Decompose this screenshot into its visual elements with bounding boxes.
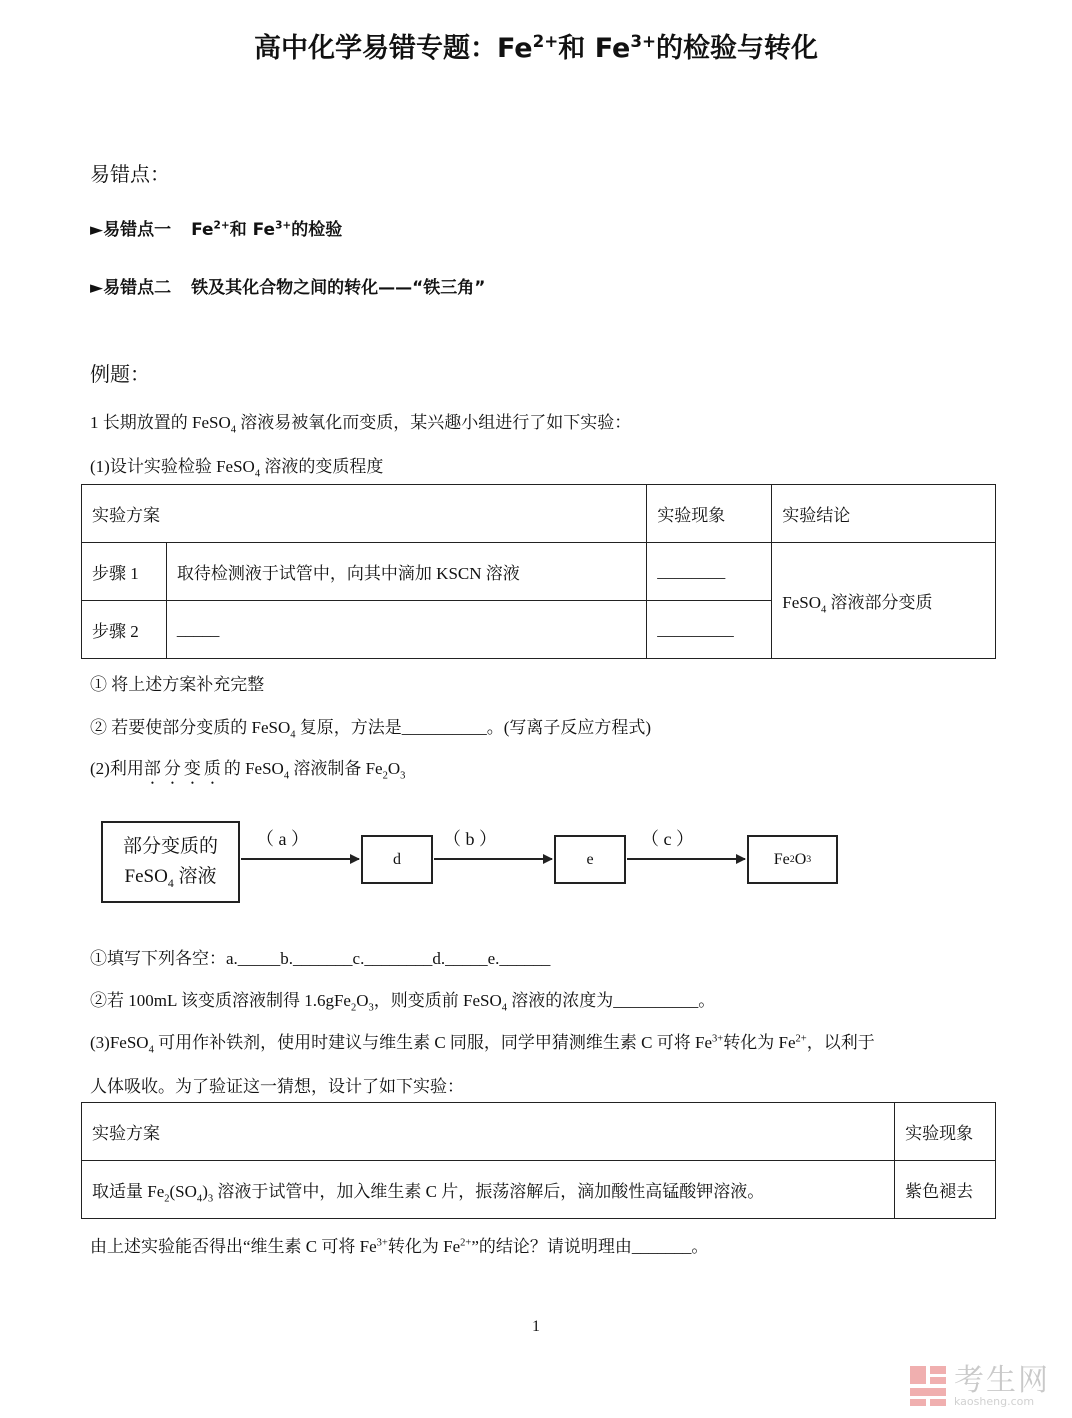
text: 溶液部分变质 (826, 593, 933, 612)
subscript: 2 (382, 770, 388, 782)
text: O (387, 759, 401, 778)
header-conclusion: 实验结论 (772, 485, 996, 543)
subscript: 4 (230, 424, 236, 436)
superscript: 2+ (460, 1237, 472, 1249)
flow-box-d: d (361, 835, 433, 884)
flow-label-b: （ b ） (443, 829, 497, 849)
final-question (90, 1232, 708, 1257)
subscript: 3 (368, 1002, 374, 1014)
title-suffix: 的检验与转化 (656, 33, 819, 64)
watermark-text: 考生网 (954, 1363, 1050, 1398)
text: ② 若要使部分变质的 FeSO (90, 718, 291, 737)
title-sup: 2+ (532, 31, 559, 51)
answer-blank[interactable]: _____ (166, 601, 646, 659)
header-method: 实验方案 (82, 485, 647, 543)
title-sup: 3+ (630, 31, 657, 51)
section-heading-examples: 例题： (90, 362, 150, 386)
title-prefix: 高中化学易错专题：Fe (253, 33, 533, 64)
text: 可用作补铁剂，使用时建议与维生素 C 同服，同学甲猜测维生素 C 可将 Fe (153, 1033, 713, 1052)
subscript: 2 (350, 1002, 357, 1014)
subscript: 4 (196, 1193, 203, 1205)
phenomenon-cell: 紫色褪去 (895, 1161, 996, 1219)
flow-box-e: e (554, 835, 626, 884)
step-label: 步骤 2 (82, 601, 167, 659)
subscript: 3 (207, 1193, 214, 1205)
text: ) (202, 1182, 208, 1201)
step-label: 步骤 1 (82, 543, 167, 601)
text: 溶液易被氧化而变质，某兴趣小组进行了如下实验： (236, 413, 632, 432)
table-header-row (82, 1103, 996, 1161)
text: 由上述实验能否得出“维生素 C 可将 Fe (90, 1237, 377, 1256)
point-marker: ►易错点二 (90, 278, 172, 298)
text: (1)设计实验检验 FeSO (90, 457, 255, 476)
text: (3)FeSO (90, 1033, 149, 1052)
title-mid: 和 Fe (558, 33, 631, 64)
question-1-part-3-line2: 人体吸收。为了验证这一猜想，设计了如下实验： (90, 1077, 464, 1096)
watermark-url: kaosheng.com (954, 1395, 1035, 1408)
subscript: 4 (820, 604, 827, 616)
text: ”的结论？请说明理由_______。 (471, 1237, 709, 1256)
subscript: 4 (501, 1002, 508, 1014)
flow-label-a: （ a ） (256, 829, 309, 849)
superscript: 2+ (795, 1033, 807, 1045)
point-text: 和 Fe (229, 220, 276, 240)
text: FeSO (782, 593, 821, 612)
header-phenomenon: 实验现象 (895, 1103, 996, 1161)
subscript: 4 (148, 1044, 154, 1056)
text: 1 长期放置的 FeSO (90, 413, 231, 432)
header-phenomenon: 实验现象 (647, 485, 772, 543)
text: ，则变质前 FeSO (373, 991, 502, 1010)
subscript: 2 (164, 1193, 170, 1205)
concentration-question (90, 986, 716, 1014)
sub-question-1: ① 将上述方案补充完整 (90, 675, 265, 694)
flow-start-line: 部分变质的 (122, 836, 218, 857)
text: Fe (773, 850, 790, 868)
subscript: 4 (167, 876, 174, 890)
point-text: 的检验 (291, 220, 343, 240)
method-cell (82, 1161, 895, 1219)
point-marker: ►易错点一 (90, 220, 172, 240)
flow-label-c: （ c ） (641, 829, 694, 849)
watermark (908, 1355, 1050, 1408)
text: 取适量 Fe (92, 1182, 165, 1201)
text: 复原，方法是__________。(写离子反应方程式) (295, 718, 652, 737)
point-text: Fe (191, 220, 214, 240)
point-text: 铁及其化合物之间的转化——“铁三角” (191, 278, 486, 298)
text: ②若 100mL 该变质溶液制得 1.6gFe (90, 991, 351, 1010)
question-1-part-3 (90, 1028, 875, 1056)
text: ，以利于 (806, 1033, 875, 1052)
step-method: 取待检测液于试管中，向其中滴加 KSCN 溶液 (166, 543, 646, 601)
text: 转化为 Fe (723, 1033, 796, 1052)
text: FeSO (124, 866, 168, 887)
text: 溶液的变质程度 (260, 457, 384, 476)
subscript: 4 (290, 729, 296, 741)
answer-blank[interactable]: _________ (647, 601, 772, 659)
text: 溶液 (173, 866, 217, 887)
subscript: 3 (400, 770, 406, 782)
page-number: 1 (532, 1318, 540, 1335)
text: O (794, 850, 807, 868)
answer-blank[interactable]: ________ (647, 543, 772, 601)
text: 溶液制备 Fe (289, 759, 383, 778)
text: O (356, 991, 369, 1010)
superscript: 3+ (712, 1033, 724, 1045)
table-row (82, 1161, 996, 1219)
flow-end-box: Fe 2 O 3 (747, 835, 838, 884)
text: (2)利用 (90, 759, 144, 778)
text: 溶液于试管中，加入维生素 C 片，振荡溶解后，滴加酸性高锰酸钾溶液。 (213, 1182, 765, 1201)
experiment-table-2 (81, 1102, 996, 1219)
point-sup: 3+ (275, 219, 292, 232)
section-heading-errors: 易错点： (90, 162, 170, 186)
emphasized-text: 部分变质 (143, 759, 224, 778)
text: 转化为 Fe (387, 1237, 461, 1256)
text: 溶液的浓度为__________。 (507, 991, 716, 1010)
header-method: 实验方案 (82, 1103, 895, 1161)
text: 的 FeSO (223, 759, 284, 778)
subscript: 4 (254, 468, 261, 480)
fill-in-blanks: ①填写下列各空：a._____b._______c.________d._____e.______ (90, 949, 551, 968)
superscript: 3+ (376, 1237, 388, 1249)
text: (SO (169, 1182, 197, 1201)
point-sup: 2+ (213, 219, 230, 232)
subscript: 4 (283, 770, 290, 782)
watermark-logo-icon (908, 1364, 948, 1408)
